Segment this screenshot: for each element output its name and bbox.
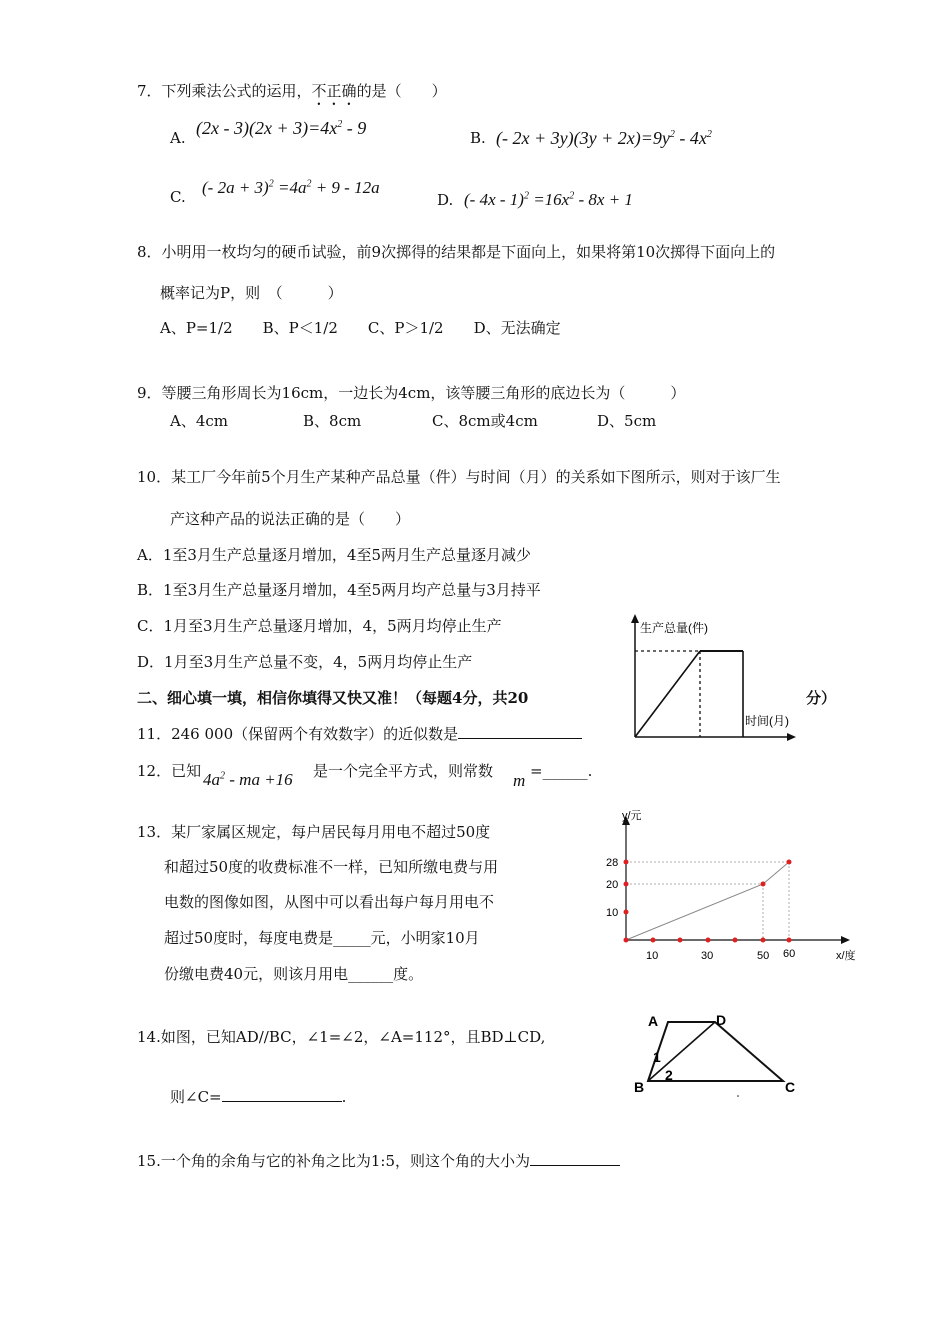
q9-option-c: C、8cm或4cm (432, 412, 538, 430)
q13-ylabel: y/元 (622, 810, 642, 822)
q13-dot-y10 (624, 910, 629, 915)
q8-line1: 8．小明用一枚均匀的硬币试验，前9次掷得的结果都是下面向上，如果将第10次掷得下面向上的 (137, 243, 776, 261)
q9-stem: 9．等腰三角形周长为16cm，一边长为4cm，该等腰三角形的底边长为（ ） (137, 384, 686, 402)
q10-option-a: A．1至3月生产总量逐月增加，4至5两月生产总量逐月减少 (137, 546, 532, 564)
q7-option-c-formula: (- $2a + 3)^2 =4a^2 + 9 - 12a$ (202, 178, 380, 197)
q13-dot-60-28 (787, 860, 792, 865)
q7-option-b-formula: (- $2x + 3y)(3y + 2x)=9y^2 - 4x^2$ (496, 128, 712, 148)
q11: 11．246 000（保留两个有效数字）的近似数是 (137, 724, 582, 744)
q10-option-c: C．1月至3月生产总量逐月增加，4，5两月均停止生产 (137, 617, 502, 635)
q10-production-graph (622, 612, 802, 742)
q13-xlabel: x/度 (836, 950, 856, 962)
q12-mid: 是一个完全平方式，则常数 (313, 762, 494, 780)
q10-y-arrow (631, 614, 639, 623)
q13-xtick-10: 10 (646, 950, 659, 962)
q9-option-b: B、8cm (303, 412, 362, 430)
q15: 15.一个角的余角与它的补角之比为1:5，则这个角的大小为 (137, 1151, 620, 1171)
q12-end: =______. (530, 762, 593, 780)
q14-label-c: C (785, 1079, 796, 1095)
q13-line5: 份缴电费40元，则该月用电______度。 (164, 965, 424, 983)
q10-x-arrow (787, 733, 796, 741)
q13-red-dots (624, 860, 792, 943)
q7-option-b-label: B. (470, 129, 486, 147)
q13-line-segment-1 (626, 884, 763, 940)
q13-dot-x30 (706, 938, 711, 943)
q14-label-b: B (634, 1079, 645, 1095)
q7-option-d-formula: (- $4x - 1)^2 =16x^2 - 8x + 1$ (464, 190, 633, 209)
q15-answer-blank[interactable] (530, 1151, 620, 1166)
q13-electricity-graph (600, 800, 870, 970)
q12-pre: 12．已知 (137, 762, 202, 780)
q14-dot-mark (737, 1095, 739, 1097)
q14-answer-blank[interactable] (222, 1087, 342, 1102)
q13-dot-x40 (733, 938, 738, 943)
q14-trapezoid-figure (628, 1008, 808, 1098)
q14-line1: 14.如图，已知AD//BC，∠1=∠2，∠A=112°，且BD⊥CD, (137, 1028, 546, 1046)
q13-dot-x50 (761, 938, 766, 943)
q14-label-d: D (716, 1012, 727, 1028)
q13-xtick-30: 30 (701, 950, 714, 962)
q13-ytick-10: 10 (606, 907, 619, 919)
q10-rising-line (635, 651, 700, 737)
q12-var: m (513, 771, 526, 790)
q13-ytick-20: 20 (606, 879, 619, 891)
q8-line2: 概率记为P，则 （ ） (160, 284, 343, 302)
q10-option-d: D．1月至3月生产总量不变，4，5两月均停止生产 (137, 653, 473, 671)
q10-ylabel: 生产总量(件) (640, 621, 708, 635)
q13-line-segment-2 (763, 862, 789, 884)
q8-options: A、P=1/2 B、P＜1/2 C、P＞1/2 D、无法确定 (160, 319, 561, 337)
q7-option-a-label: A. (170, 129, 186, 147)
q13-xtick-60: 60 (783, 948, 796, 960)
q13-dot-y28 (624, 860, 629, 865)
q14-line2: 则∠C= . (170, 1088, 347, 1106)
q13-line2: 和超过50度的收费标准不一样，已知所缴电费与用 (164, 858, 499, 876)
q13-xtick-50: 50 (757, 950, 770, 962)
q7-option-c-label: C. (170, 188, 186, 206)
q9-option-d: D、5cm (597, 412, 657, 430)
q10-xlabel: 时间(月) (745, 714, 789, 728)
q7-emphasis: 不正确 (311, 82, 357, 100)
q13-ytick-28: 28 (606, 857, 619, 869)
q7-option-d-label: D. (437, 191, 454, 209)
q12-expression: $4a^2$ - ma +16 (203, 770, 293, 789)
q13-dot-x10 (651, 938, 656, 943)
section2-title: 二、细心填一填，相信你填得又快又准！（每题4分，共20 (137, 689, 529, 707)
q10-option-b: B．1至3月生产总量逐月增加，4至5两月均产总量与3月持平 (137, 581, 541, 599)
q13-line3: 电数的图像如图，从图中可以看出每户每月用电不 (164, 893, 495, 911)
q13-dot-50-20 (761, 882, 766, 887)
q13-dot-origin (624, 938, 629, 943)
q13-dot-x20 (678, 938, 683, 943)
q13-line4: 超过50度时，每度电费是_____元，小明家10月 (164, 929, 480, 947)
q14-angle-2: 2 (665, 1067, 673, 1083)
q10-line1: 10．某工厂今年前5个月生产某种产品总量（件）与时间（月）的关系如下图所示，则对于该厂生 (137, 468, 781, 486)
q9-option-a: A、4cm (170, 412, 229, 430)
q7-option-a-formula: $(2x - 3)(2x + 3)=4x^2 - 9$ (196, 118, 367, 138)
q10-line2: 产这种产品的说法正确的是（ ） (170, 510, 411, 528)
q13-dot-y20 (624, 882, 629, 887)
q14-angle-1: 1 (653, 1049, 661, 1065)
q13-dot-x60 (787, 938, 792, 943)
section2-title-end: 分） (806, 689, 837, 707)
q13-line1: 13．某厂家属区规定，每户居民每月用电不超过50度 (137, 823, 491, 841)
q13-x-arrow (841, 936, 850, 944)
q14-label-a: A (648, 1013, 659, 1029)
q7-stem: 7．下列乘法公式的运用，不正确的是（ ） (137, 82, 447, 100)
q11-answer-blank[interactable] (458, 724, 582, 739)
